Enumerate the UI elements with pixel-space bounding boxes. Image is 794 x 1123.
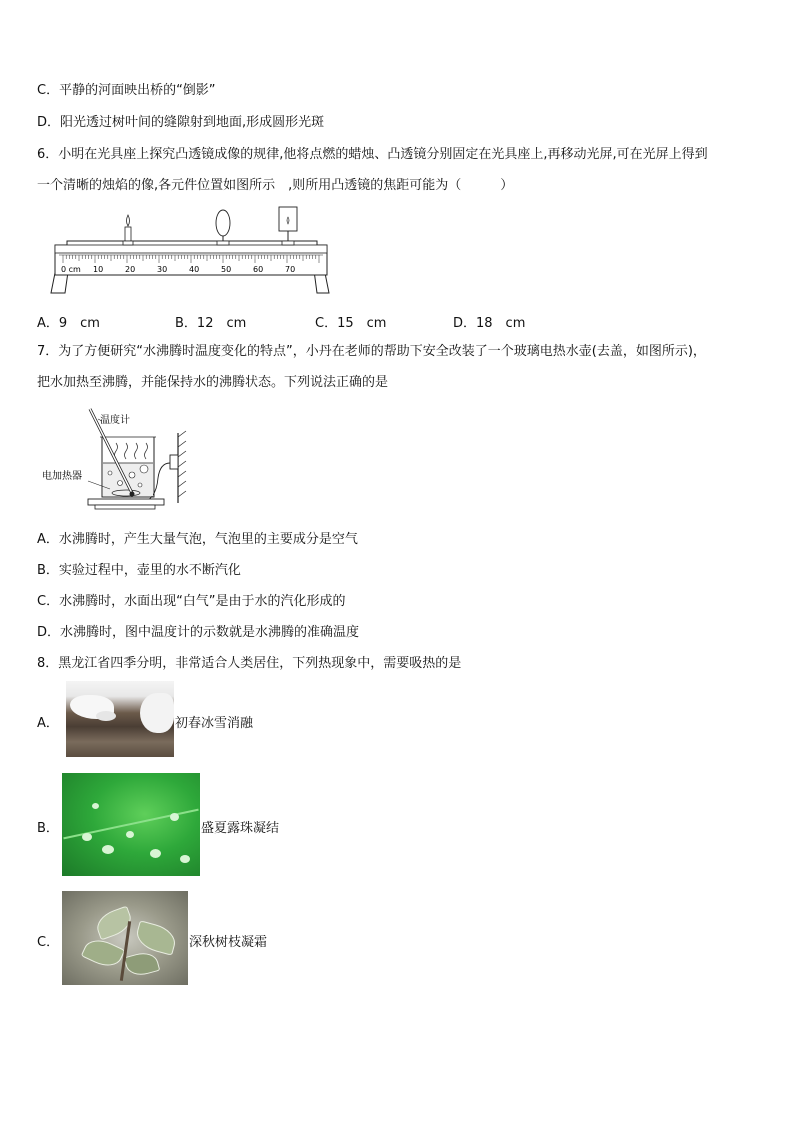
- bench-tick-30: 30: [157, 265, 168, 274]
- question-7-line-1: 7．为了方便研究“水沸腾时温度变化的特点”，小丹在老师的帮助下安全改装了一个玻璃电热水壶(去盖，如图所示)，: [37, 344, 706, 359]
- q8-option-c-caption: 深秋树枝凝霜: [189, 935, 268, 950]
- q6-option-a: A．9 cm: [37, 316, 100, 331]
- bench-tick-40: 40: [189, 265, 200, 274]
- optical-bench-figure: [45, 205, 335, 300]
- q6-option-b: B．12 cm: [175, 316, 247, 331]
- thermometer-label: 温度计: [100, 415, 130, 426]
- bench-tick-60: 60: [253, 265, 264, 274]
- q8-option-a-label: A．: [37, 716, 59, 731]
- option-c-previous: C．平静的河面映出桥的“倒影”: [37, 83, 216, 98]
- question-6-line-1: 6．小明在光具座上探究凸透镜成像的规律,他将点燃的蜡烛、凸透镜分别固定在光具座上,再移动光屏,可在光屏上得到: [37, 147, 708, 162]
- dew-on-leaf-image: [62, 773, 200, 876]
- q6-option-d: D．18 cm: [453, 316, 526, 331]
- bench-tick-70: 70: [285, 265, 296, 274]
- q7-option-b: B．实验过程中，壶里的水不断汽化: [37, 563, 241, 578]
- option-d-previous: D．阳光透过树叶间的缝隙射到地面,形成圆形光斑: [37, 115, 325, 130]
- question-8-line: 8．黑龙江省四季分明，非常适合人类居住，下列热现象中，需要吸热的是: [37, 656, 462, 671]
- electric-kettle-figure: [40, 403, 200, 521]
- melting-snow-image: [66, 681, 174, 757]
- bench-tick-20: 20: [125, 265, 136, 274]
- convex-lens-icon: [216, 210, 230, 245]
- q7-option-a: A．水沸腾时，产生大量气泡，气泡里的主要成分是空气: [37, 532, 358, 547]
- question-6-line-2: 一个清晰的烛焰的像,各元件位置如图所示 ,则所用凸透镜的焦距可能为（ ）: [37, 178, 514, 193]
- light-screen-icon: [279, 207, 297, 245]
- q8-option-b-caption: 盛夏露珠凝结: [201, 821, 280, 836]
- q8-option-a-caption: 初春冰雪消融: [175, 716, 254, 731]
- bench-tick-0: 0 cm: [61, 265, 81, 274]
- frosted-branch-image: [62, 891, 188, 985]
- bench-tick-10: 10: [93, 265, 104, 274]
- q8-option-b-label: B．: [37, 821, 59, 836]
- q6-option-c: C．15 cm: [315, 316, 387, 331]
- bench-tick-50: 50: [221, 265, 232, 274]
- question-6-options: [0, 312, 794, 330]
- q7-option-c: C．水沸腾时，水面出现“白气”是由于水的汽化形成的: [37, 594, 346, 609]
- heater-label: 电加热器: [42, 471, 82, 482]
- q7-option-d: D．水沸腾时，图中温度计的示数就是水沸腾的准确温度: [37, 625, 360, 640]
- q8-option-c-label: C．: [37, 935, 60, 950]
- question-7-line-2: 把水加热至沸腾，并能保持水的沸腾状态。下列说法正确的是: [37, 375, 389, 390]
